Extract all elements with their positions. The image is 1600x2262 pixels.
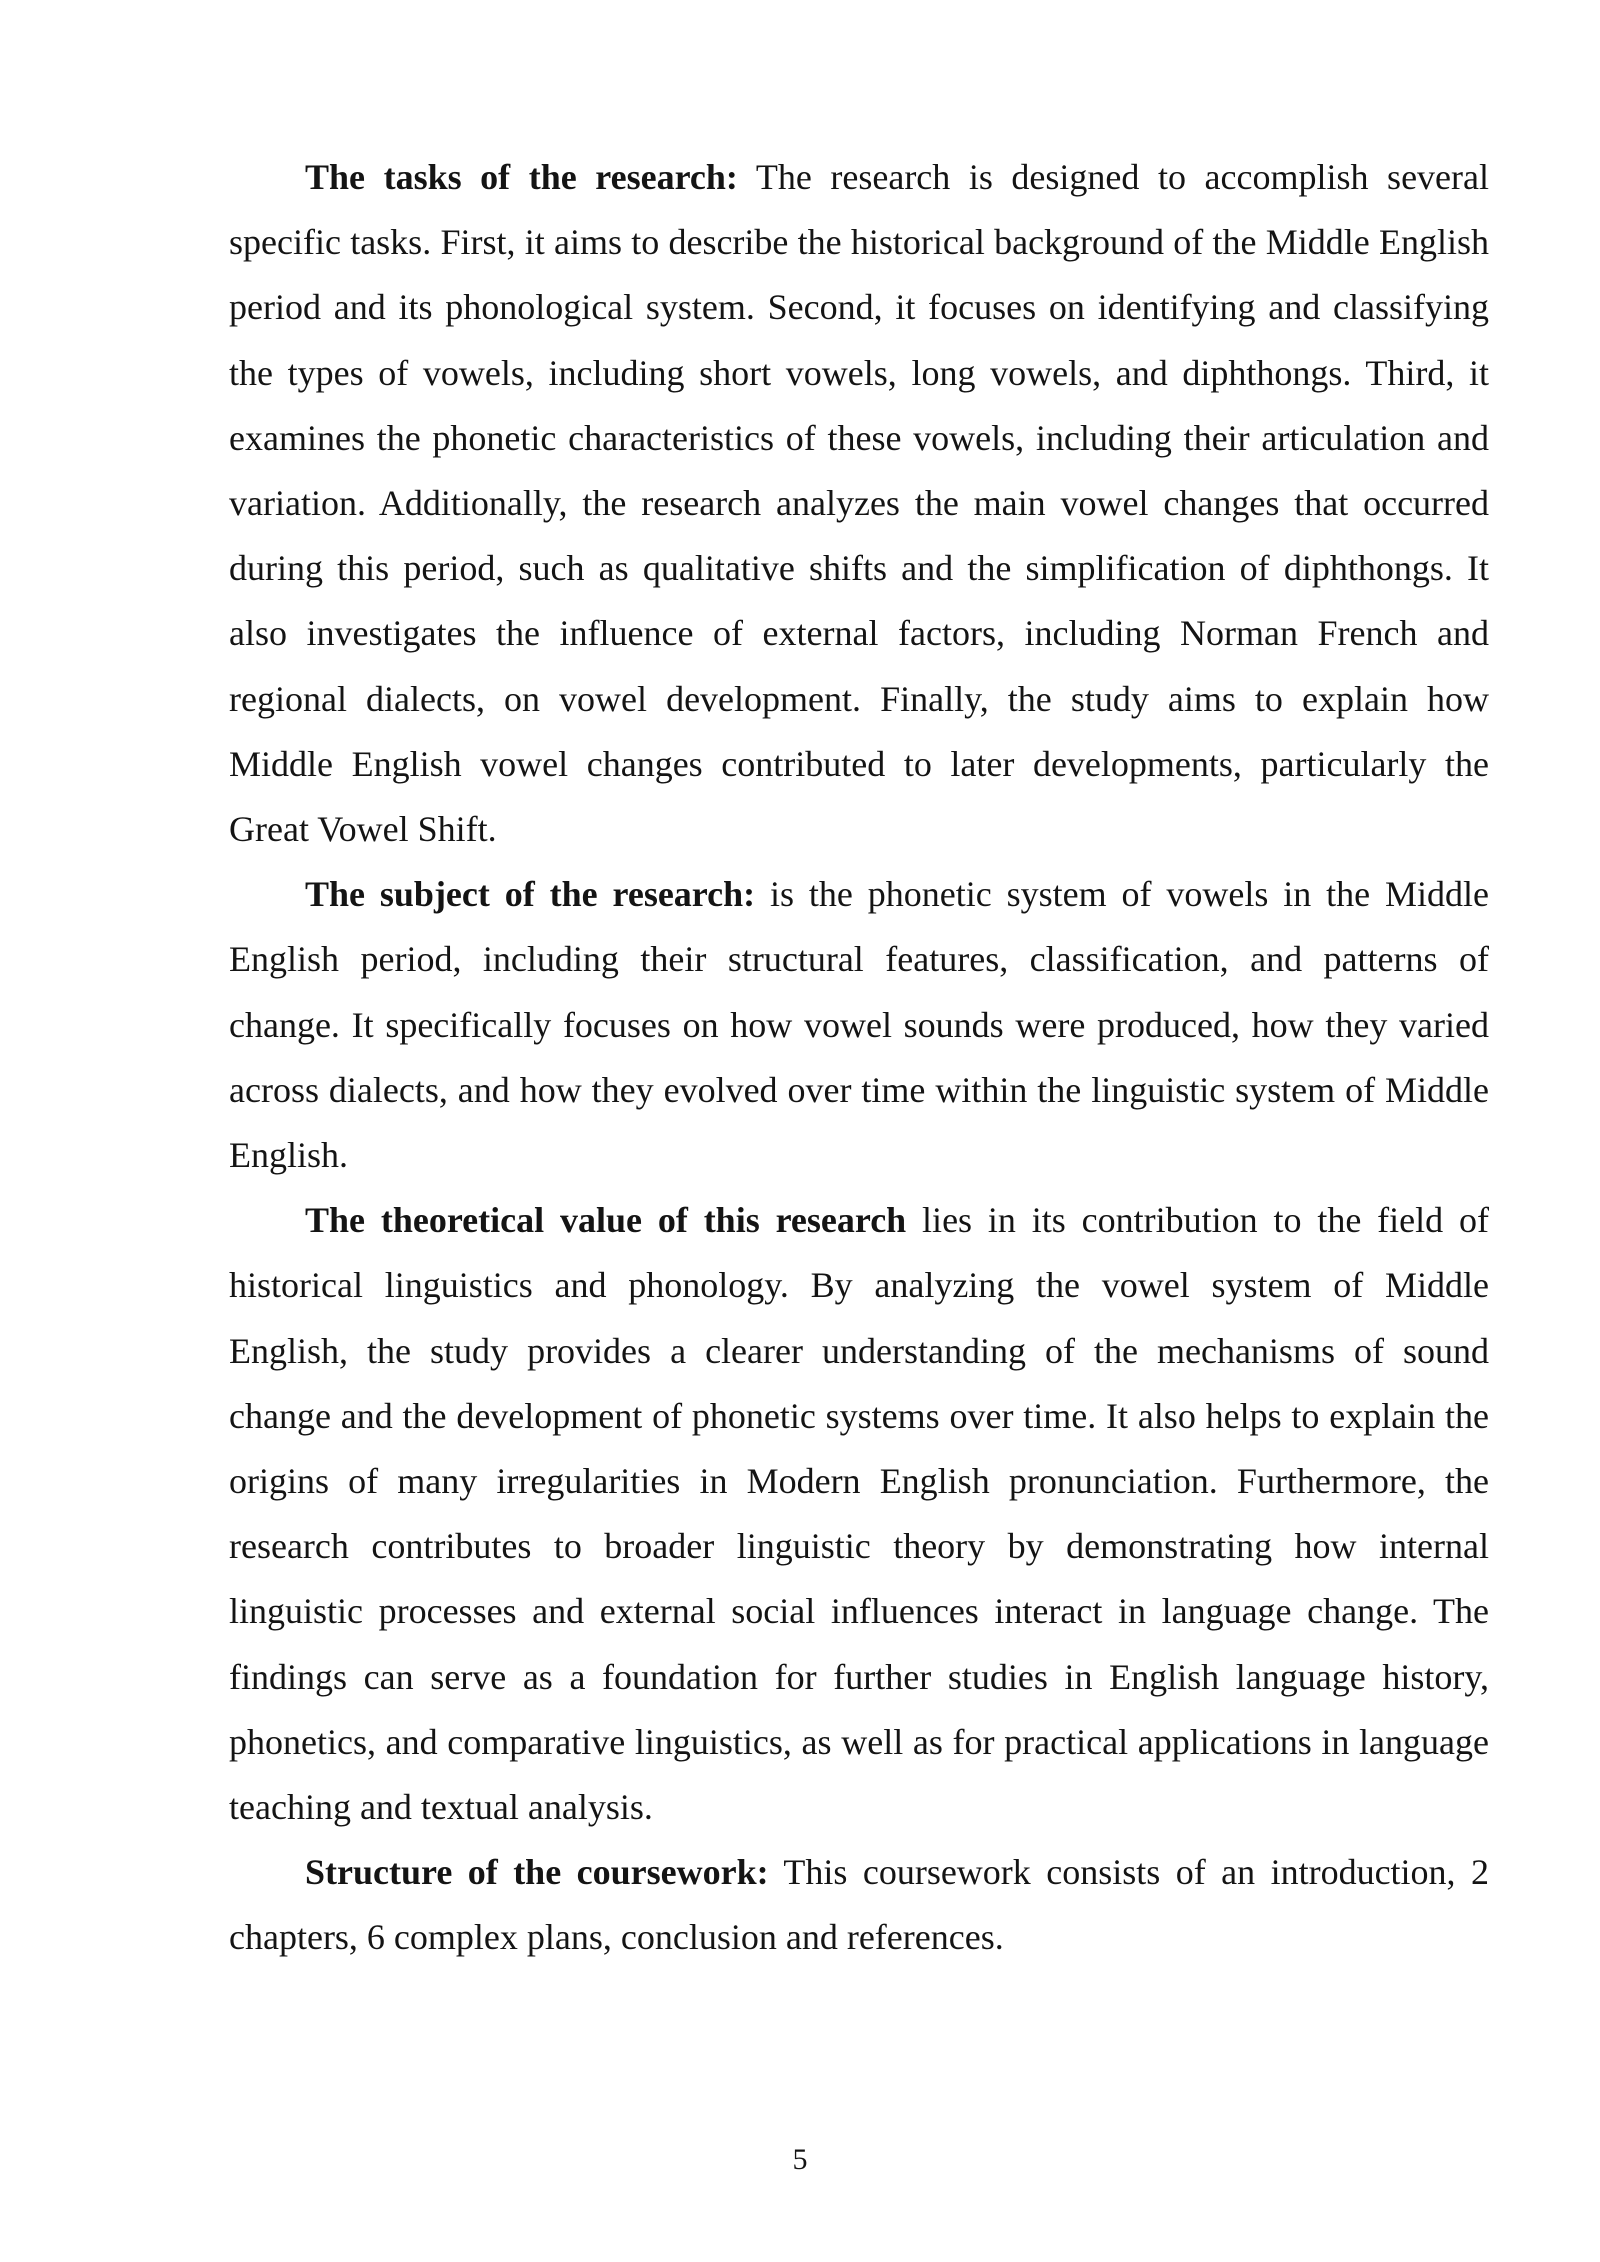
paragraph-text: lies in its contribution to the field of historical linguistics and phonology. By analyzing the vowel system of Middle English, the study provides a clearer understanding of the mechanisms of sound change and the development of phonetic systems over time. It also helps to explain the origins of many irregularities in Modern English pronunciation. Furthermore, the research contributes to broader linguistic theory by demonstrating how internal linguistic processes and external social influences interact in language change. The findings can serve as a foundation for further studies in English language history, phonetics, and comparative linguistics, as well as for practical applications in language teaching and textual analysis. bbox=[229, 1200, 1489, 1828]
paragraph-theoretical-value bbox=[229, 1188, 1489, 1840]
page-number: 5 bbox=[792, 2143, 808, 2176]
paragraph-heading: The theoretical value of this research bbox=[305, 1200, 907, 1241]
paragraph-heading: The subject of the research: bbox=[305, 874, 756, 915]
paragraph-text: is the phonetic system of vowels in the Middle English period, including their structural features, classification, and patterns of change. It specifically focuses on how vowel sounds were produced, how they varied across dialects, and how they evolved over time within the linguistic system of Middle English. bbox=[229, 874, 1489, 1176]
page-body bbox=[229, 145, 1489, 1971]
paragraph-heading: The tasks of the research: bbox=[305, 157, 738, 197]
paragraph-structure bbox=[229, 1840, 1489, 1970]
paragraph-tasks bbox=[229, 145, 1489, 862]
paragraph-heading: Structure of the coursework: bbox=[305, 1852, 769, 1893]
paragraph-text: The research is designed to accomplish several specific tasks. First, it aims to describe the historical background of the Middle English period and its phonological system. Second, it focuses on identifying and classifying the types of vowels, including short vowels, long vowels, and diphthongs. Third, it examines the phonetic characteristics of these vowels, including their articulation and variation. Additionally, the research analyzes the main vowel changes that occurred during this period, such as qualitative shifts and the simplification of diphthongs. It also investigates the influence of external factors, including Norman French and regional dialects, on vowel development. Finally, the study aims to explain how Middle English vowel changes contributed to later developments, particularly the Great Vowel Shift. bbox=[229, 157, 1489, 850]
paragraph-subject bbox=[229, 862, 1489, 1188]
paragraph-text: This coursework consists of an introduction, 2 chapters, 6 complex plans, conclusion and references. bbox=[229, 1852, 1490, 1958]
